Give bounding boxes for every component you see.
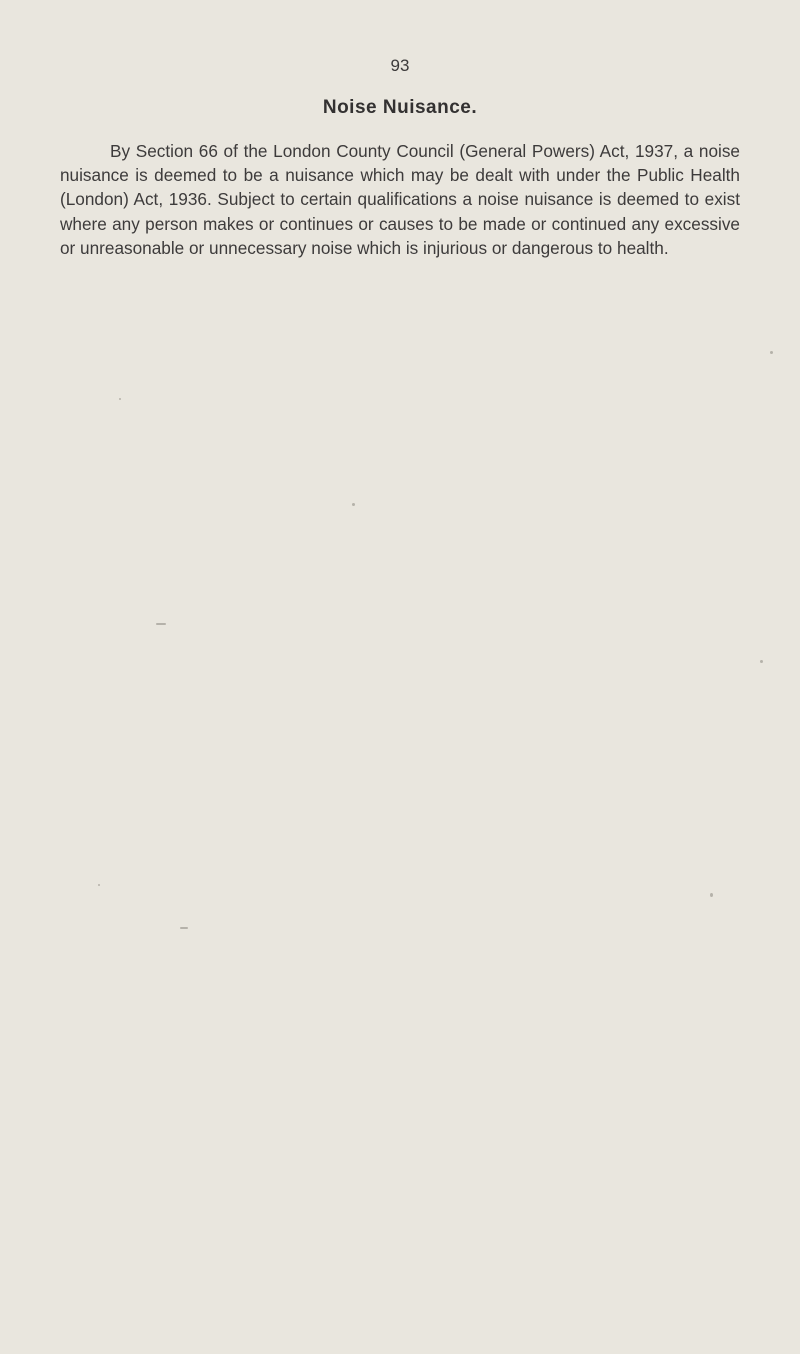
paper-speck	[156, 623, 166, 625]
paper-speck	[180, 927, 188, 929]
paper-speck	[98, 884, 100, 886]
section-heading: Noise Nuisance.	[322, 97, 478, 118]
paper-speck	[710, 893, 713, 897]
paper-speck	[119, 398, 121, 400]
paper-speck	[352, 503, 355, 506]
paper-speck	[760, 660, 763, 663]
body-paragraph: By Section 66 of the London County Council (General Powers) Act, 1937, a noise nuisance is deemed to be a nuisance which may be dealt with under the Public Health (London) Act, 1936. Subject to certain qualifications a noise nuisance is deemed to exist where any person makes or continues or causes to be made or continued any excessive or unreasonable or unnecessary noise which is injurious or dangerous to health.	[60, 141, 740, 258]
paper-speck	[770, 351, 773, 354]
page-number: 93	[390, 56, 410, 75]
